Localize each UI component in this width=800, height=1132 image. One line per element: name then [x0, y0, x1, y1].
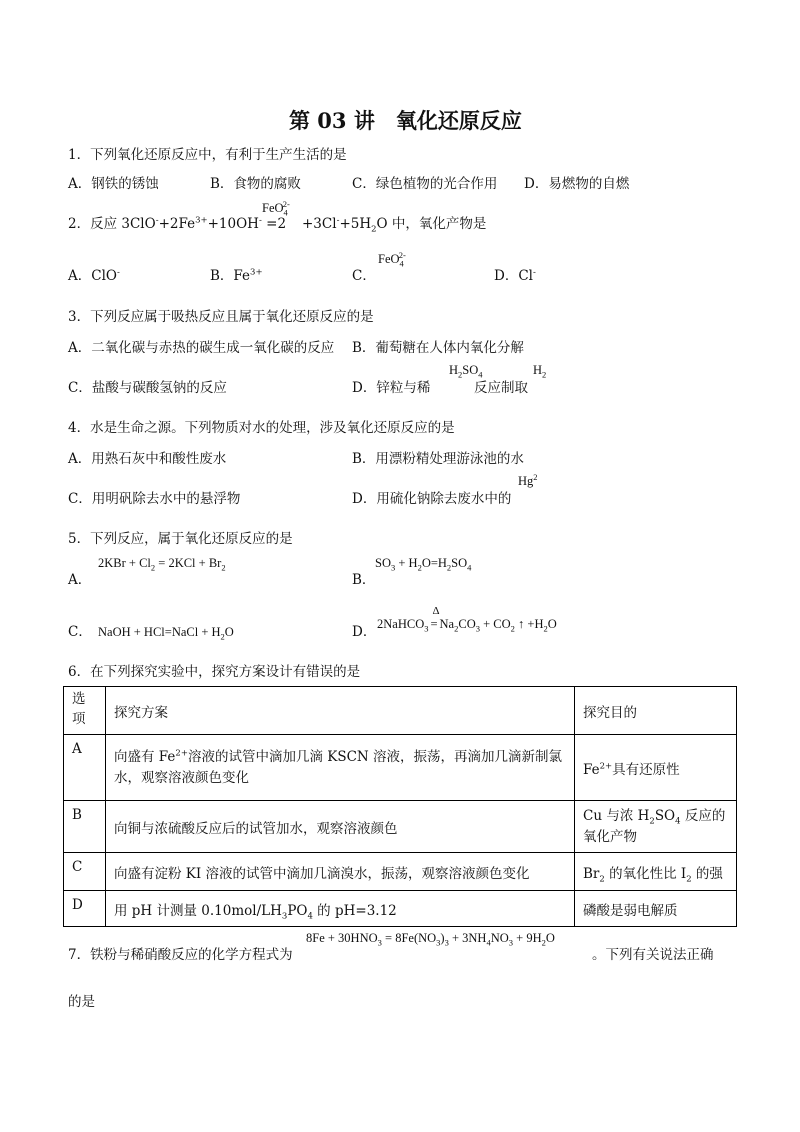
q4-stem: 4．水是生命之源。下列物质对水的处理，涉及氧化还原反应的是 — [68, 420, 455, 436]
table-row — [64, 891, 737, 927]
q3-option-d: D．锌粒与稀 — [352, 380, 431, 396]
q7-stem-line2: 的是 — [68, 994, 95, 1010]
q4-option-d: D．用硫化钠除去废水中的 — [352, 491, 512, 507]
q3-h2-formula: $H_2$ — [533, 363, 547, 380]
q2-stem: 2．反应 $3ClO^-+2Fe^{3+}+10OH^- =2$ — [68, 215, 287, 232]
q3-h2so4-formula: $H_2SO_4$ — [449, 363, 483, 380]
q3-option-c: C．盐酸与碳酸氢钠的反应 — [68, 380, 227, 396]
q4-hg-formula: Hg$^2$ — [518, 471, 538, 488]
q5-option-a: A． — [68, 572, 92, 588]
q4-option-a: A．用熟石灰中和酸性废水 — [68, 451, 227, 467]
row-c-goal: $Br_2$ 的氧化性比 $I_2$ 的强 — [575, 853, 737, 891]
q2-option-c-formula: FeO$_4^{2-}$ — [378, 249, 406, 269]
q5-option-b: B． — [352, 572, 376, 588]
q1-option-b: B．食物的腐败 — [210, 176, 301, 192]
q6-table — [63, 686, 737, 927]
row-d-option: D — [64, 891, 106, 927]
row-b-option: B — [64, 801, 106, 853]
q7-stem: 7．铁粉与稀硝酸反应的化学方程式为 — [68, 947, 293, 963]
table-row — [64, 735, 737, 801]
table-header-option: 选项 — [64, 687, 106, 735]
q2-option-b: B．$Fe^{3+}$ — [210, 267, 263, 284]
row-b-plan: 向铜与浓硫酸反应后的试管加水，观察溶液颜色 — [106, 801, 575, 853]
table-header-goal: 探究目的 — [575, 687, 737, 735]
q3-option-a: A．二氧化碳与赤热的碳生成一氧化碳的反应 — [68, 340, 335, 356]
q2-ferrate-formula: FeO$_4^{2-}$ — [262, 198, 290, 218]
q5-option-b-equation: $SO_3 + H_2O=H_2SO_4$ — [375, 556, 472, 573]
row-d-plan: 用 pH 计测量 $0.10mol/LH_3PO_4$ 的 pH=3.12 — [106, 891, 575, 927]
q5-stem: 5．下列反应，属于氧化还原反应的是 — [68, 531, 293, 547]
q2-option-a: A．ClO- — [68, 267, 120, 284]
q6-stem: 6．在下列探究实验中，探究方案设计有错误的是 — [68, 664, 361, 680]
q1-stem: 1．下列氧化还原反应中，有利于生产生活的是 — [68, 147, 347, 163]
q5-option-a-equation: $2KBr + Cl_2 = 2KCl + Br_2$ — [98, 556, 226, 573]
table-row — [64, 801, 737, 853]
q3-option-d-tail: 反应制取 — [474, 380, 528, 396]
q2-option-d: D．Cl- — [494, 267, 536, 284]
row-c-plan: 向盛有淀粉 KI 溶液的试管中滴加几滴溴水，振荡，观察溶液颜色变化 — [106, 853, 575, 891]
q2-option-c: C． — [352, 268, 376, 284]
row-c-option: C — [64, 853, 106, 891]
row-d-goal: 磷酸是弱电解质 — [575, 891, 737, 927]
table-header-plan: 探究方案 — [106, 687, 575, 735]
q7-equation: $8Fe + 30HNO_3 = 8Fe(NO_3)_3 + 3NH_4NO_3 + 9H_2O$ — [306, 931, 555, 948]
q3-stem: 3．下列反应属于吸热反应且属于氧化还原反应的是 — [68, 309, 374, 325]
q1-option-a: A．钢铁的锈蚀 — [68, 176, 159, 192]
q1-option-d: D．易燃物的自燃 — [524, 176, 630, 192]
q1-option-c: C．绿色植物的光合作用 — [352, 176, 498, 192]
table-header-row — [64, 687, 737, 735]
q5-option-c-equation: NaOH + HCl=NaCl + $H_2O$ — [98, 625, 234, 642]
row-b-goal: Cu 与浓 $H_2SO_4$ 反应的氧化产物 — [575, 801, 737, 853]
row-a-plan: 向盛有 $Fe^{2+}$溶液的试管中滴加几滴 KSCN 溶液，振荡，再滴加几滴新制氯水，观察溶液颜色变化 — [106, 735, 575, 801]
q3-option-b: B．葡萄糖在人体内氧化分解 — [352, 340, 524, 356]
q5-option-d-equation: 2NaHCO$_3$ Δ = $Na_2CO_3 + CO_2$ ↑ $+H_2O$ — [377, 605, 557, 634]
page-title: 第 03 讲 氧化还原反应 — [289, 108, 522, 133]
row-a-option: A — [64, 735, 106, 801]
q2-stem-tail: $+3Cl^-+5H_2O$ 中，氧化产物是 — [302, 215, 487, 235]
q5-option-d: D． — [352, 624, 377, 640]
row-a-goal: $Fe^{2+}$具有还原性 — [575, 735, 737, 801]
table-row — [64, 853, 737, 891]
q4-option-b: B．用漂粉精处理游泳池的水 — [352, 451, 524, 467]
q4-option-c: C．用明矾除去水中的悬浮物 — [68, 491, 241, 507]
q7-stem-tail: 。下列有关说法正确 — [592, 947, 714, 963]
q5-option-c: C． — [68, 624, 92, 640]
